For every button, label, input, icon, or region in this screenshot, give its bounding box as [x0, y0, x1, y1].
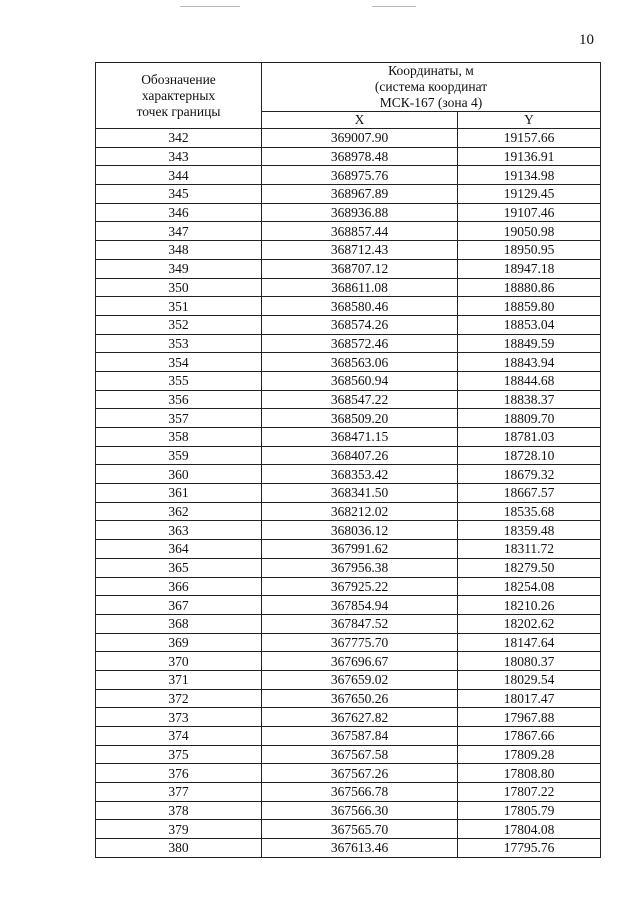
point-cell: 344: [96, 166, 262, 185]
y-coordinate-cell: 18781.03: [458, 428, 601, 447]
x-coordinate-cell: 368547.22: [262, 390, 458, 409]
table-row: [96, 371, 601, 390]
y-column-header: Y: [458, 112, 601, 129]
x-coordinate-cell: 367991.62: [262, 540, 458, 559]
point-cell: 343: [96, 147, 262, 166]
point-cell: 363: [96, 521, 262, 540]
coordinates-header-line: МСК-167 (зона 4): [379, 95, 483, 110]
y-coordinate-cell: 18029.54: [458, 670, 601, 689]
x-coordinate-cell: 367566.78: [262, 783, 458, 802]
table-body: [96, 129, 601, 858]
y-coordinate-cell: 17804.08: [458, 820, 601, 839]
table-row: [96, 783, 601, 802]
y-coordinate-cell: 18202.62: [458, 614, 601, 633]
x-coordinate-cell: 367696.67: [262, 652, 458, 671]
point-cell: 360: [96, 465, 262, 484]
y-coordinate-cell: 19107.46: [458, 203, 601, 222]
x-coordinate-cell: 367956.38: [262, 558, 458, 577]
point-cell: 356: [96, 390, 262, 409]
x-coordinate-cell: 367925.22: [262, 577, 458, 596]
point-cell: 347: [96, 222, 262, 241]
x-coordinate-cell: 368712.43: [262, 241, 458, 260]
point-cell: 352: [96, 315, 262, 334]
y-coordinate-cell: 18535.68: [458, 502, 601, 521]
x-coordinate-cell: 367565.70: [262, 820, 458, 839]
x-coordinate-cell: 368611.08: [262, 278, 458, 297]
x-coordinate-cell: 368563.06: [262, 353, 458, 372]
table-row: [96, 390, 601, 409]
point-cell: 372: [96, 689, 262, 708]
point-cell: 367: [96, 596, 262, 615]
x-coordinate-cell: 368574.26: [262, 315, 458, 334]
table-row: [96, 558, 601, 577]
point-cell: 369: [96, 633, 262, 652]
y-coordinate-cell: 18679.32: [458, 465, 601, 484]
y-coordinate-cell: 18359.48: [458, 521, 601, 540]
y-coordinate-cell: 18147.64: [458, 633, 601, 652]
y-coordinate-cell: 18017.47: [458, 689, 601, 708]
point-cell: 375: [96, 745, 262, 764]
point-cell: 370: [96, 652, 262, 671]
x-coordinate-cell: 368936.88: [262, 203, 458, 222]
table-row: [96, 428, 601, 447]
x-coordinate-cell: 367613.46: [262, 839, 458, 858]
x-coordinate-cell: 368580.46: [262, 297, 458, 316]
point-cell: 349: [96, 259, 262, 278]
table-row: [96, 820, 601, 839]
x-coordinate-cell: 367854.94: [262, 596, 458, 615]
point-cell: 354: [96, 353, 262, 372]
coordinates-table: [95, 62, 601, 858]
table-row: [96, 764, 601, 783]
table-row: [96, 708, 601, 727]
y-coordinate-cell: 19129.45: [458, 185, 601, 204]
point-cell: 368: [96, 614, 262, 633]
table-row: [96, 670, 601, 689]
x-coordinate-cell: 367627.82: [262, 708, 458, 727]
y-coordinate-cell: 17809.28: [458, 745, 601, 764]
point-cell: 376: [96, 764, 262, 783]
x-coordinate-cell: 368978.48: [262, 147, 458, 166]
y-coordinate-cell: 17805.79: [458, 801, 601, 820]
y-coordinate-cell: 19136.91: [458, 147, 601, 166]
x-coordinate-cell: 367567.26: [262, 764, 458, 783]
table-row: [96, 614, 601, 633]
table-row: [96, 129, 601, 148]
y-coordinate-cell: 18853.04: [458, 315, 601, 334]
table-row: [96, 147, 601, 166]
y-coordinate-cell: 18880.86: [458, 278, 601, 297]
y-coordinate-cell: 18849.59: [458, 334, 601, 353]
table-row: [96, 502, 601, 521]
table-row: [96, 241, 601, 260]
x-coordinate-cell: 368036.12: [262, 521, 458, 540]
y-coordinate-cell: 18844.68: [458, 371, 601, 390]
table-row: [96, 484, 601, 503]
y-coordinate-cell: 17867.66: [458, 727, 601, 746]
x-coordinate-cell: 367659.02: [262, 670, 458, 689]
table-row: [96, 297, 601, 316]
point-cell: 358: [96, 428, 262, 447]
table-row: [96, 465, 601, 484]
table-row: [96, 334, 601, 353]
table-row: [96, 540, 601, 559]
coordinates-header-line: (система координат: [374, 79, 488, 94]
y-coordinate-cell: 17807.22: [458, 783, 601, 802]
y-coordinate-cell: 19157.66: [458, 129, 601, 148]
point-cell: 373: [96, 708, 262, 727]
x-coordinate-cell: 367775.70: [262, 633, 458, 652]
y-coordinate-cell: 19050.98: [458, 222, 601, 241]
x-coordinate-cell: 368353.42: [262, 465, 458, 484]
table-row: [96, 577, 601, 596]
point-cell: 350: [96, 278, 262, 297]
table-row: [96, 446, 601, 465]
point-cell: 348: [96, 241, 262, 260]
x-coordinate-cell: 367587.84: [262, 727, 458, 746]
table-row: [96, 652, 601, 671]
point-cell: 361: [96, 484, 262, 503]
point-cell: 378: [96, 801, 262, 820]
table-row: [96, 596, 601, 615]
point-cell: 346: [96, 203, 262, 222]
scan-artifact-line: [372, 6, 416, 7]
y-coordinate-cell: 18080.37: [458, 652, 601, 671]
coordinates-column-header: [262, 63, 601, 112]
table-row: [96, 185, 601, 204]
x-column-header: X: [262, 112, 458, 129]
table-row: [96, 801, 601, 820]
point-cell: 362: [96, 502, 262, 521]
point-cell: 359: [96, 446, 262, 465]
table-row: [96, 278, 601, 297]
x-coordinate-cell: 368407.26: [262, 446, 458, 465]
table-row: [96, 689, 601, 708]
scan-artifact-line: [180, 6, 240, 7]
x-coordinate-cell: 367567.58: [262, 745, 458, 764]
point-header-line: точек границы: [136, 103, 221, 119]
point-cell: 371: [96, 670, 262, 689]
table-row: [96, 521, 601, 540]
x-coordinate-cell: 368857.44: [262, 222, 458, 241]
table-row: [96, 166, 601, 185]
point-cell: 366: [96, 577, 262, 596]
page-number: 10: [579, 32, 594, 48]
coordinates-header-line: Координаты, м: [388, 63, 474, 78]
y-coordinate-cell: 18311.72: [458, 540, 601, 559]
y-coordinate-cell: 17967.88: [458, 708, 601, 727]
y-coordinate-cell: 18859.80: [458, 297, 601, 316]
y-coordinate-cell: 18843.94: [458, 353, 601, 372]
x-coordinate-cell: 368471.15: [262, 428, 458, 447]
point-cell: 353: [96, 334, 262, 353]
y-coordinate-cell: 18279.50: [458, 558, 601, 577]
table-row: [96, 409, 601, 428]
x-coordinate-cell: 367847.52: [262, 614, 458, 633]
x-coordinate-cell: 368341.50: [262, 484, 458, 503]
point-cell: 357: [96, 409, 262, 428]
y-coordinate-cell: 18950.95: [458, 241, 601, 260]
y-coordinate-cell: 17795.76: [458, 839, 601, 858]
table-row: [96, 222, 601, 241]
table-row: [96, 353, 601, 372]
x-coordinate-cell: 368975.76: [262, 166, 458, 185]
table-row: [96, 727, 601, 746]
table-row: [96, 633, 601, 652]
point-column-header: [96, 63, 262, 129]
x-coordinate-cell: 368707.12: [262, 259, 458, 278]
y-coordinate-cell: 18254.08: [458, 577, 601, 596]
table-row: [96, 315, 601, 334]
y-coordinate-cell: 18210.26: [458, 596, 601, 615]
point-cell: 364: [96, 540, 262, 559]
point-header-line: характерных: [141, 87, 216, 103]
point-cell: 380: [96, 839, 262, 858]
y-coordinate-cell: 19134.98: [458, 166, 601, 185]
x-coordinate-cell: 367650.26: [262, 689, 458, 708]
y-coordinate-cell: 18809.70: [458, 409, 601, 428]
x-coordinate-cell: 368509.20: [262, 409, 458, 428]
table-row: [96, 839, 601, 858]
point-cell: 379: [96, 820, 262, 839]
table-row: [96, 259, 601, 278]
point-cell: 365: [96, 558, 262, 577]
point-cell: 351: [96, 297, 262, 316]
point-cell: 374: [96, 727, 262, 746]
y-coordinate-cell: 17808.80: [458, 764, 601, 783]
x-coordinate-cell: 368560.94: [262, 371, 458, 390]
point-cell: 342: [96, 129, 262, 148]
y-coordinate-cell: 18947.18: [458, 259, 601, 278]
y-coordinate-cell: 18728.10: [458, 446, 601, 465]
x-coordinate-cell: 368212.02: [262, 502, 458, 521]
table-row: [96, 745, 601, 764]
table-row: [96, 203, 601, 222]
y-coordinate-cell: 18838.37: [458, 390, 601, 409]
point-cell: 377: [96, 783, 262, 802]
y-coordinate-cell: 18667.57: [458, 484, 601, 503]
x-coordinate-cell: 368572.46: [262, 334, 458, 353]
point-cell: 355: [96, 371, 262, 390]
x-coordinate-cell: 369007.90: [262, 129, 458, 148]
x-coordinate-cell: 368967.89: [262, 185, 458, 204]
point-header-line: Обозначение: [141, 71, 216, 87]
x-coordinate-cell: 367566.30: [262, 801, 458, 820]
point-cell: 345: [96, 185, 262, 204]
